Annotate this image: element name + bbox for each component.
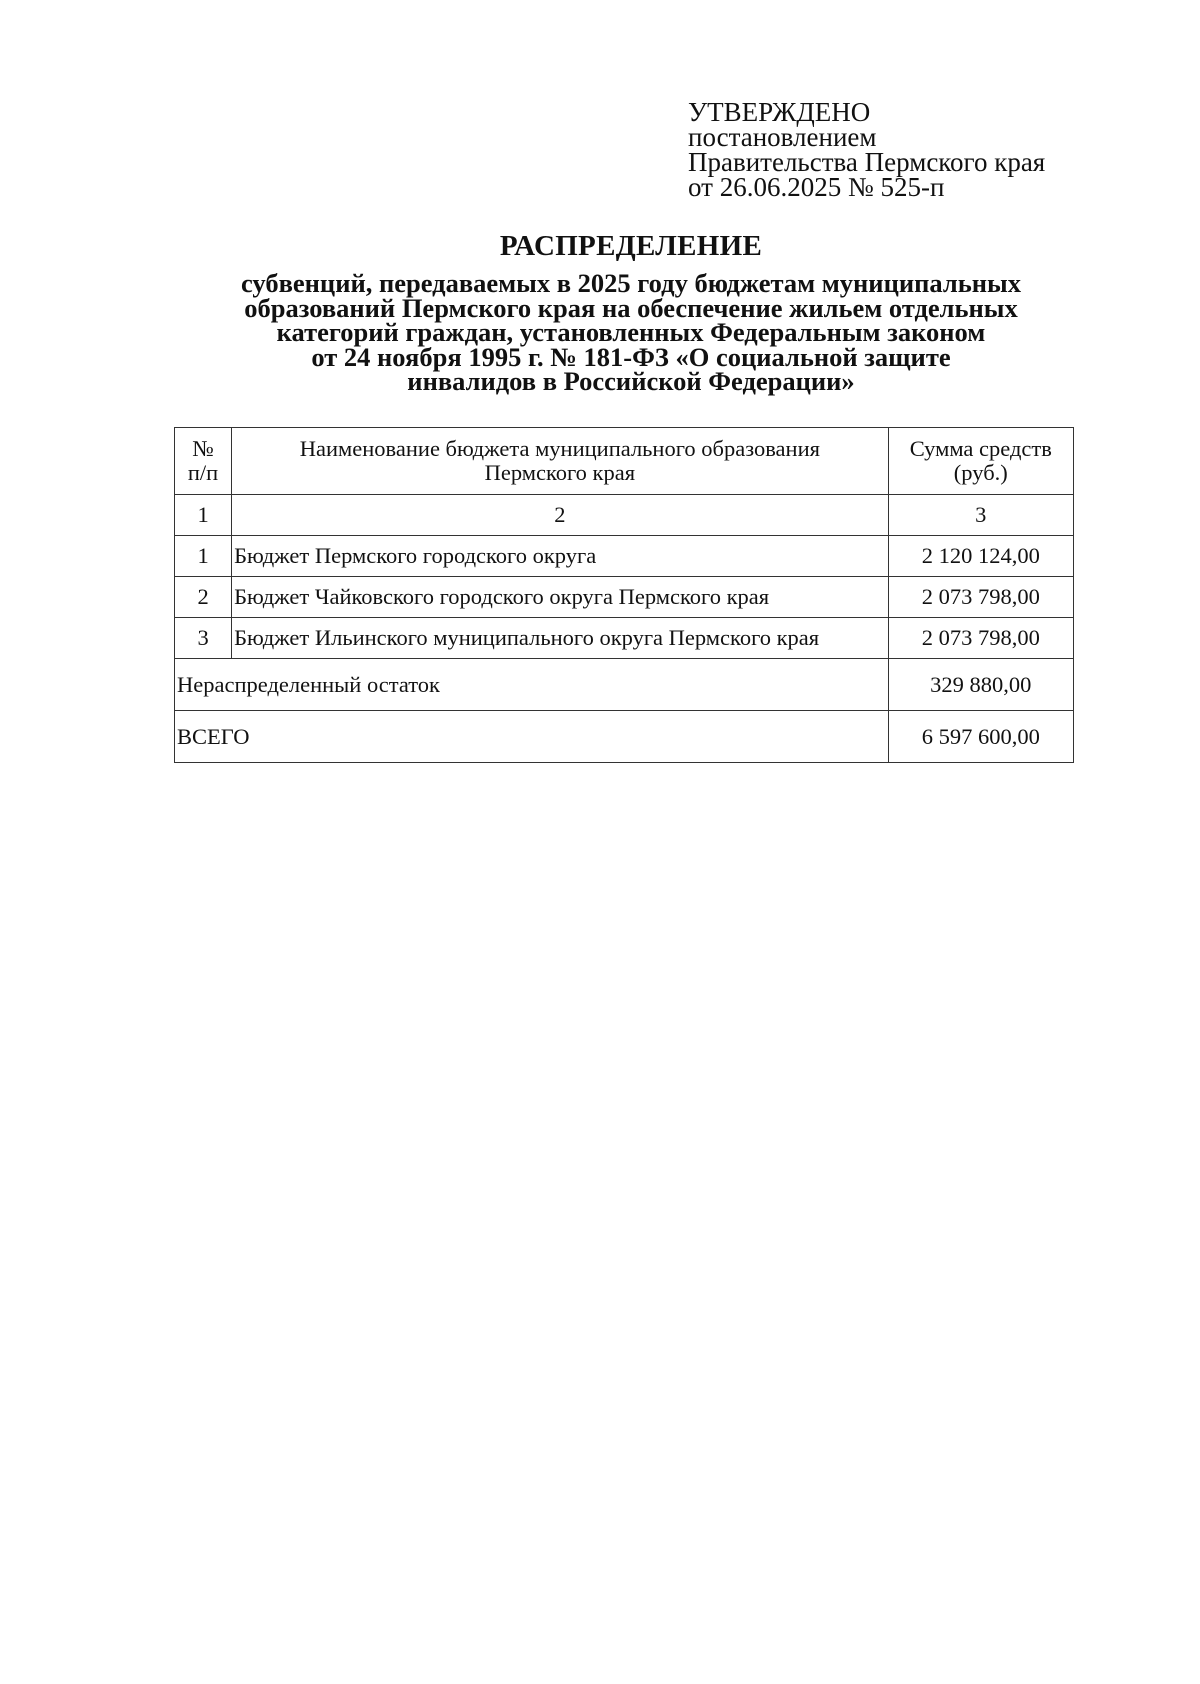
distribution-table: [174, 427, 1074, 763]
subtitle-line: образований Пермского края на обеспечение жильем отдельных: [244, 292, 1018, 323]
unallocated-sum: 329 880,00: [888, 659, 1073, 711]
row-name: Бюджет Чайковского городского округа Пермского края: [232, 577, 888, 618]
header-name: [232, 428, 888, 495]
header-number-line2: п/п: [187, 460, 219, 485]
approval-line: Правительства Пермского края: [688, 147, 1046, 177]
table-row: [175, 618, 1074, 659]
column-index-row: [175, 495, 1074, 536]
row-number: 1: [175, 536, 232, 577]
row-name: Бюджет Пермского городского округа: [232, 536, 888, 577]
approval-block: [688, 97, 1046, 202]
approval-line: от 26.06.2025 № 525-п: [688, 172, 945, 202]
approval-line: постановлением: [688, 122, 877, 152]
header-sum-line1: Сумма средств: [909, 436, 1052, 461]
row-name: Бюджет Ильинского муниципального округа Пермского края: [232, 618, 888, 659]
row-number: 3: [175, 618, 232, 659]
header-name-line2: Пермского края: [484, 460, 636, 485]
header-number-line1: №: [192, 436, 214, 461]
approval-line: УТВЕРЖДЕНО: [688, 97, 871, 127]
unallocated-row: [175, 659, 1074, 711]
row-sum: 2 073 798,00: [888, 618, 1073, 659]
column-index: 3: [888, 495, 1073, 536]
header-sum: [888, 428, 1073, 495]
header-name-line1: Наименование бюджета муниципального образования: [299, 436, 820, 461]
subtitle-line: от 24 ноября 1995 г. № 181-ФЗ «О социальной защите: [311, 341, 951, 372]
row-number: 2: [175, 577, 232, 618]
unallocated-label: Нераспределенный остаток: [175, 659, 889, 711]
row-sum: 2 120 124,00: [888, 536, 1073, 577]
total-sum: 6 597 600,00: [888, 711, 1073, 763]
header-number: [175, 428, 232, 495]
header-sum-line2: (руб.): [953, 460, 1008, 485]
total-label: ВСЕГО: [175, 711, 889, 763]
subtitle-line: инвалидов в Российской Федерации»: [407, 366, 855, 396]
total-row: [175, 711, 1074, 763]
column-index: 2: [232, 495, 888, 536]
row-sum: 2 073 798,00: [888, 577, 1073, 618]
column-index: 1: [175, 495, 232, 536]
document-subtitle: [200, 268, 1062, 396]
table-row: [175, 577, 1074, 618]
table-row: [175, 536, 1074, 577]
table-header-row: [175, 428, 1074, 495]
document-title: РАСПРЕДЕЛЕНИЕ: [499, 230, 763, 262]
subtitle-line: субвенций, передаваемых в 2025 году бюджетам муниципальных: [241, 268, 1021, 298]
subtitle-line: категорий граждан, установленных Федеральным законом: [276, 317, 986, 347]
